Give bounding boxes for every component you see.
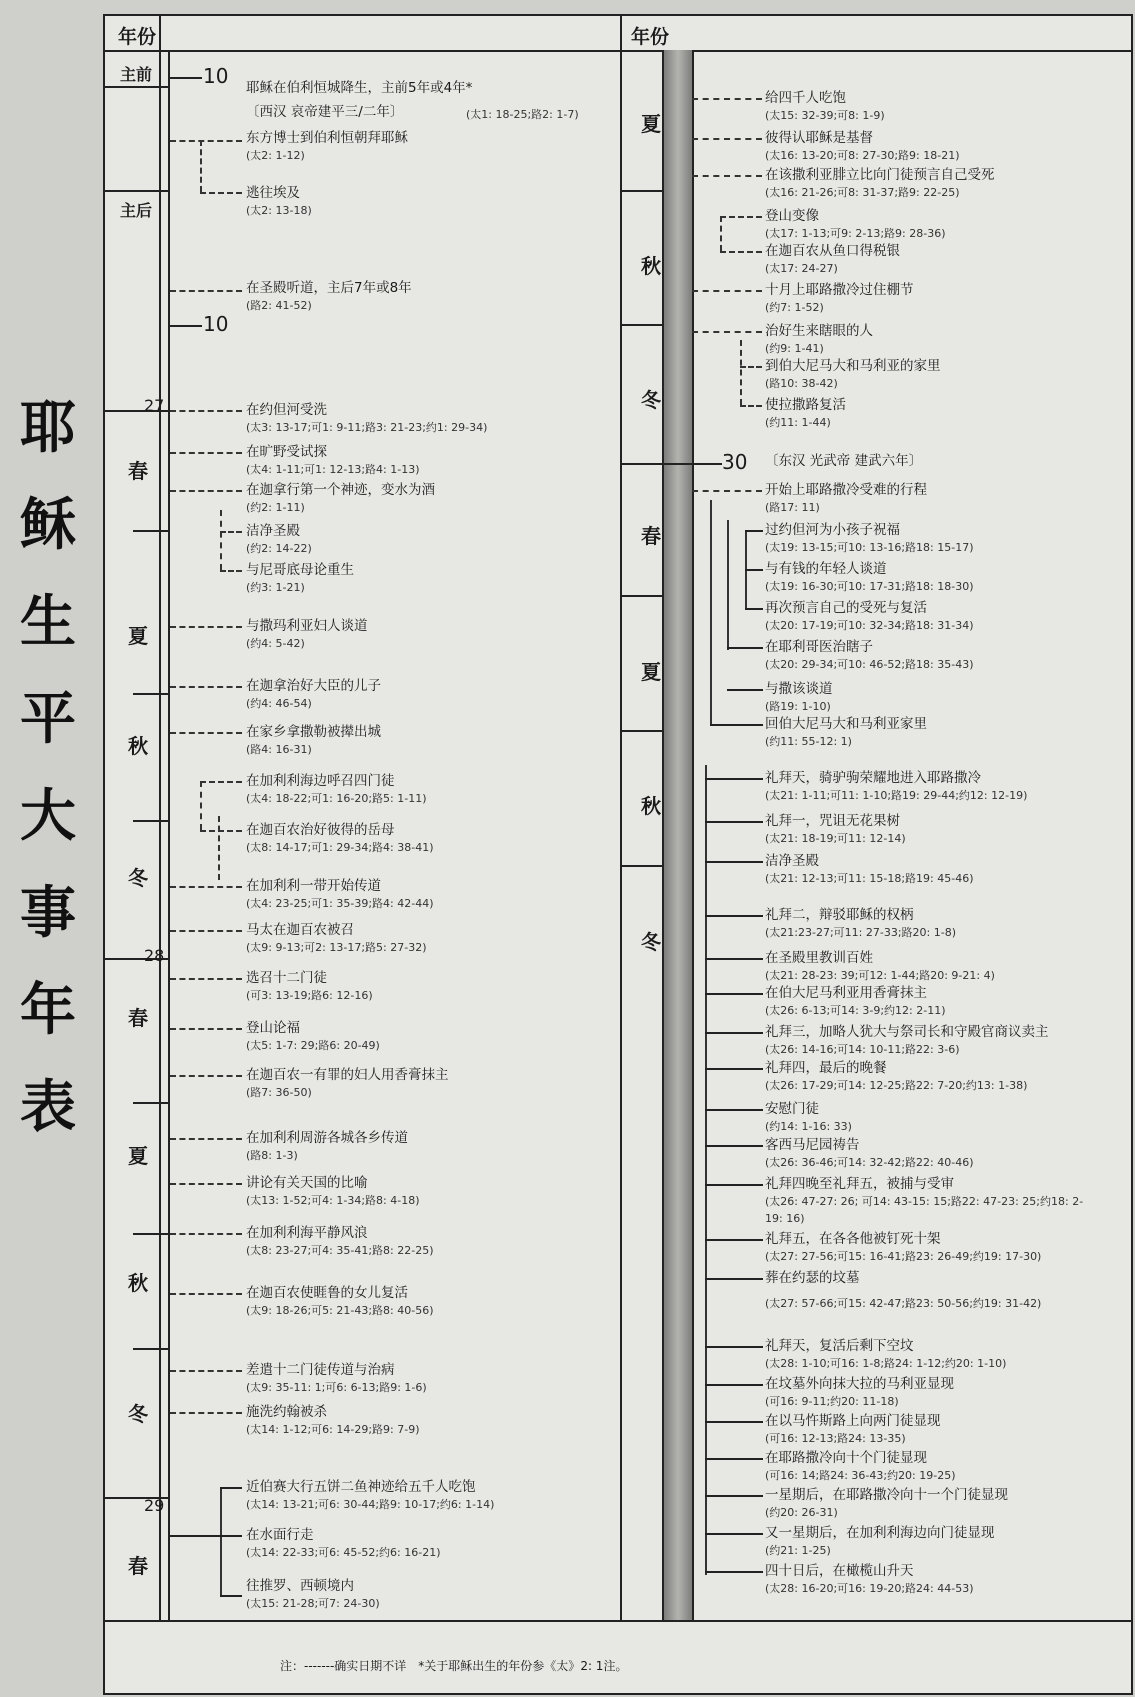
- date-connector: [692, 175, 762, 177]
- title-char: 平: [20, 686, 76, 752]
- season-label: 春: [641, 524, 661, 548]
- season-tick: [622, 324, 662, 326]
- left-event: 讲论有关天国的比喻 (太13: 1-52;可4: 1-34;路8: 4-18): [246, 1175, 420, 1207]
- right-event: 治好生来瞎眼的人 (约9: 1-41): [765, 323, 873, 355]
- date-connector: [705, 958, 763, 960]
- right-event: 在坟墓外向抹大拉的马利亚显现 (可16: 9-11;约20: 11-18): [765, 1376, 954, 1408]
- season-label: 春: [128, 459, 148, 483]
- date-connector: [220, 1487, 242, 1489]
- label-divider: [103, 86, 169, 88]
- title-char: 耶: [20, 395, 76, 461]
- title-char: 年: [20, 977, 76, 1043]
- date-connector: [705, 765, 707, 1575]
- date-connector: [705, 1458, 763, 1460]
- left-event: 逃往埃及 (太2: 13-18): [246, 185, 312, 217]
- left-event: 在加利利一带开始传道 (太4: 23-25;可1: 35-39;路4: 42-44): [246, 878, 434, 910]
- season-tick: [133, 1233, 169, 1235]
- date-connector: [705, 861, 763, 863]
- left-event: 与撒玛利亚妇人谈道 (约4: 5-42): [246, 618, 368, 650]
- season-label: 夏: [641, 112, 661, 136]
- left-event: 在圣殿听道，主后7年或8年 (路2: 41-52): [246, 280, 412, 312]
- right-event: 在伯大尼马利亚用香膏抹主 (太26: 6-13;可14: 3-9;约12: 2-11): [765, 985, 946, 1017]
- date-connector: [745, 569, 763, 571]
- left-event: 近伯赛大行五饼二鱼神迹给五千人吃饱 (太14: 13-21;可6: 30-44;路9: 10-17;约6: 1-14): [246, 1479, 495, 1511]
- season-label: 春: [128, 1554, 148, 1578]
- year-mark: 30: [722, 450, 748, 474]
- date-connector: [705, 1384, 763, 1386]
- date-connector: [705, 1239, 763, 1241]
- bc-label: 主前: [120, 65, 153, 84]
- date-connector: [170, 1412, 242, 1414]
- left-event: 在迦百农一有罪的妇人用香膏抹主 (路7: 36-50): [246, 1067, 449, 1099]
- date-connector: [740, 340, 742, 405]
- right-event: 礼拜二，辩驳耶稣的权柄 (太21:23-27;可11: 27-33;路20: 1-8): [765, 907, 956, 939]
- left-event: 在迦百农使睚鲁的女儿复活 (太9: 18-26;可5: 21-43;路8: 40-56): [246, 1285, 434, 1317]
- title-char: 大: [20, 783, 76, 849]
- title-char: 表: [20, 1074, 76, 1140]
- date-connector: [170, 1138, 242, 1140]
- left-event: 在水面行走 (太14: 22-33;可6: 45-52;约6: 16-21): [246, 1527, 441, 1559]
- season-label: 冬: [641, 388, 661, 412]
- right-event: 礼拜三，加略人犹大与祭司长和守殿官商议卖主 (太26: 14-16;可14: 10-11;路22: 3-6): [765, 1024, 1049, 1056]
- left-event: 在迦百农治好彼得的岳母 (太8: 14-17;可1: 29-34;路4: 38-41): [246, 822, 434, 854]
- date-connector: [692, 138, 762, 140]
- date-connector: [705, 915, 763, 917]
- date-connector: [200, 192, 242, 194]
- left-event: 在旷野受试探 (太4: 1-11;可1: 12-13;路4: 1-13): [246, 444, 420, 476]
- right-year-bar: [662, 50, 694, 1620]
- date-connector: [720, 251, 762, 253]
- right-event: 与撒该谈道 (路19: 1-10): [765, 681, 833, 713]
- left-event: 在家乡拿撒勒被撵出城 (路4: 16-31): [246, 724, 381, 756]
- right-event: 礼拜天，复活后剩下空坟 (太28: 1-10;可16: 1-8;路24: 1-12;约20: 1-10): [765, 1338, 1007, 1370]
- left-event: 在加利利周游各城各乡传道 (路8: 1-3): [246, 1130, 408, 1162]
- date-connector: [170, 1075, 242, 1077]
- date-connector: [705, 821, 763, 823]
- right-event: 礼拜一，咒诅无花果树 (太21: 18-19;可11: 12-14): [765, 813, 906, 845]
- left-event: 施洗约翰被杀 (太14: 1-12;可6: 14-29;路9: 7-9): [246, 1404, 420, 1436]
- year-tick: [622, 463, 722, 465]
- left-event: 在迦拿行第一个神迹，变水为酒 (约2: 1-11): [246, 482, 435, 514]
- date-connector: [170, 886, 242, 888]
- date-connector: [727, 689, 763, 691]
- date-connector: [705, 1533, 763, 1535]
- year-mark: 10: [203, 64, 229, 88]
- title-char: 事: [20, 880, 76, 946]
- season-label: 夏: [128, 1144, 148, 1168]
- season-tick: [133, 693, 169, 695]
- date-connector: [170, 732, 242, 734]
- season-label: 冬: [641, 930, 661, 954]
- date-connector: [727, 520, 729, 650]
- season-tick: [133, 1102, 169, 1104]
- left-event: 马太在迦百农被召 (太9: 9-13;可2: 13-17;路5: 27-32): [246, 922, 427, 954]
- date-connector: [170, 1028, 242, 1030]
- date-connector: [705, 1184, 763, 1186]
- date-connector: [220, 1487, 222, 1597]
- date-connector: [705, 1278, 763, 1280]
- date-connector: [220, 570, 242, 572]
- right-event: 再次预言自己的受死与复活 (太20: 17-19;可10: 32-34;路18: 31-34): [765, 600, 974, 632]
- right-event: 使拉撒路复活 (约11: 1-44): [765, 397, 846, 429]
- date-connector: [705, 1032, 763, 1034]
- right-event: 在圣殿里教训百姓 (太21: 28-23: 39;可12: 1-44;路20: 9-21: 4): [765, 950, 995, 982]
- date-connector: [740, 366, 762, 368]
- right-event: 在以马忤斯路上向两门徒显现 (可16: 12-13;路24: 13-35): [765, 1413, 941, 1445]
- date-connector: [170, 930, 242, 932]
- season-tick: [622, 595, 662, 597]
- title-char: 生: [20, 589, 76, 655]
- season-label: 秋: [641, 794, 661, 818]
- left-event: 耶稣在伯利恒城降生，主前5年或4年*: [246, 80, 473, 96]
- date-connector: [170, 290, 242, 292]
- left-event: 东方博士到伯利恒朝拜耶稣 (太2: 1-12): [246, 130, 408, 162]
- right-event: 礼拜五，在各各他被钉死十架 (太27: 27-56;可15: 16-41;路23: 26-49;约19: 17-30): [765, 1231, 1042, 1263]
- date-connector: [720, 216, 722, 251]
- right-event: 又一星期后，在加利利海边向门徒显现 (约21: 1-25): [765, 1525, 995, 1557]
- right-event: 与有钱的年轻人谈道 (太19: 16-30;可10: 17-31;路18: 18-30): [765, 561, 974, 593]
- label-divider: [103, 190, 169, 192]
- season-tick: [622, 190, 662, 192]
- right-event: 过约但河为小孩子祝福 (太19: 13-15;可10: 13-16;路18: 15-17): [765, 522, 974, 554]
- season-tick: [133, 820, 169, 822]
- right-event: 礼拜四，最后的晚餐 (太26: 17-29;可14: 12-25;路22: 7-20;约13: 1-38): [765, 1060, 1028, 1092]
- date-connector: [705, 1495, 763, 1497]
- date-connector: [200, 830, 242, 832]
- date-connector: [720, 216, 762, 218]
- date-connector: [170, 452, 242, 454]
- right-event: 葬在约瑟的坟墓 (太27: 57-66;可15: 42-47;路23: 50-56;约19: 31-42): [765, 1270, 1042, 1310]
- header-divider: [103, 50, 1133, 52]
- center-divider: [620, 14, 622, 1620]
- left-year-column: [103, 14, 161, 1620]
- date-connector: [170, 1183, 242, 1185]
- date-connector: [745, 530, 763, 532]
- date-connector: [705, 778, 763, 780]
- right-event: 给四千人吃饱 (太15: 32-39;可8: 1-9): [765, 90, 885, 122]
- right-event: 彼得认耶稣是基督 (太16: 13-20;可8: 27-30;路9: 18-21): [765, 130, 960, 162]
- date-connector: [705, 1109, 763, 1111]
- right-event: 洁净圣殿 (太21: 12-13;可11: 15-18;路19: 45-46): [765, 853, 974, 885]
- right-event: 客西马尼园祷告 (太26: 36-46;可14: 32-42;路22: 40-46): [765, 1137, 974, 1169]
- left-event: 登山论福 (太5: 1-7: 29;路6: 20-49): [246, 1020, 380, 1052]
- right-event: 礼拜四晚至礼拜五，被捕与受审 (太26: 47-27: 26; 可14: 43-15: 15;路22: 47-23: 25;约18: 2-19: 16): [765, 1176, 1084, 1225]
- year-tick: [168, 77, 202, 79]
- right-event: 登山变像 (太17: 1-13;可9: 2-13;路9: 28-36): [765, 208, 946, 240]
- right-event: 到伯大尼马大和马利亚的家里 (路10: 38-42): [765, 358, 941, 390]
- right-event: 回伯大尼马大和马利亚家里 (约11: 55-12: 1): [765, 716, 927, 748]
- left-year-bar: [159, 50, 170, 1620]
- right-event: 〔东汉 光武帝 建武六年〕: [765, 453, 923, 469]
- left-event: 〔西汉 哀帝建平三/二年〕 (太1: 18-25;路2: 1-7): [246, 104, 579, 121]
- date-connector: [170, 1233, 242, 1235]
- date-connector: [170, 626, 242, 628]
- date-connector: [200, 781, 202, 830]
- date-connector: [740, 405, 762, 407]
- year-mark: 29: [144, 1496, 165, 1515]
- season-label: 秋: [128, 734, 148, 758]
- season-tick: [622, 865, 662, 867]
- date-connector: [692, 490, 762, 492]
- date-connector: [710, 724, 763, 726]
- left-event: 在加利利海平静风浪 (太8: 23-27;可4: 35-41;路8: 22-25): [246, 1225, 434, 1257]
- left-event: 在迦拿治好大臣的儿子 (约4: 46-54): [246, 678, 381, 710]
- date-connector: [705, 1571, 763, 1573]
- season-tick: [133, 530, 169, 532]
- date-connector: [170, 140, 242, 142]
- date-connector: [170, 686, 242, 688]
- season-label: 夏: [128, 624, 148, 648]
- right-event: 在该撒利亚腓立比向门徒预言自己受死 (太16: 21-26;可8: 31-37;路9: 22-25): [765, 167, 995, 199]
- vertical-title: [18, 380, 78, 1156]
- year-mark: 28: [144, 946, 165, 965]
- date-connector: [170, 978, 242, 980]
- date-connector: [692, 290, 762, 292]
- left-event: 往推罗、西顿境内 (太15: 21-28;可7: 24-30): [246, 1578, 380, 1610]
- season-label: 冬: [128, 1402, 148, 1426]
- date-connector: [170, 410, 242, 412]
- date-connector: [705, 1346, 763, 1348]
- date-connector: [705, 993, 763, 995]
- season-tick: [133, 1348, 169, 1350]
- date-connector: [220, 510, 222, 570]
- date-connector: [710, 500, 712, 725]
- date-connector: [170, 1293, 242, 1295]
- year-mark: 10: [203, 312, 229, 336]
- right-event: 在耶路撒冷向十个门徒显现 (可16: 14;路24: 36-43;约20: 19-25): [765, 1450, 956, 1482]
- right-year-header: 年份: [631, 26, 670, 48]
- left-event: 差遣十二门徒传道与治病 (太9: 35-11: 1;可6: 6-13;路9: 1-6): [246, 1362, 427, 1394]
- season-label: 冬: [128, 866, 148, 890]
- right-event: 一星期后，在耶路撒冷向十一个门徒显现 (约20: 26-31): [765, 1487, 1008, 1519]
- left-event: 与尼哥底母论重生 (约3: 1-21): [246, 562, 354, 594]
- date-connector: [170, 490, 242, 492]
- right-event: 礼拜天，骑驴驹荣耀地进入耶路撒冷 (太21: 1-11;可11: 1-10;路19: 29-44;约12: 12-19): [765, 770, 1028, 802]
- right-event: 四十日后，在橄榄山升天 (太28: 16-20;可16: 19-20;路24: 44-53): [765, 1563, 974, 1595]
- right-event: 在耶利哥医治瞎子 (太20: 29-34;可10: 46-52;路18: 35-43): [765, 639, 974, 671]
- footer-divider: [103, 1620, 1133, 1622]
- date-connector: [200, 140, 202, 192]
- title-char: 稣: [20, 492, 76, 558]
- left-event: 在加利利海边呼召四门徒 (太4: 18-22;可1: 16-20;路5: 1-11): [246, 773, 427, 805]
- date-connector: [692, 98, 762, 100]
- season-tick: [622, 730, 662, 732]
- date-connector: [170, 1535, 242, 1537]
- right-event: 十月上耶路撒冷过住棚节 (约7: 1-52): [765, 282, 914, 314]
- right-event: 在迦百农从鱼口得税银 (太17: 24-27): [765, 243, 900, 275]
- left-event: 洁净圣殿 (约2: 14-22): [246, 523, 312, 555]
- right-event: 安慰门徒 (约14: 1-16: 33): [765, 1101, 852, 1133]
- date-connector: [200, 781, 242, 783]
- season-label: 秋: [641, 254, 661, 278]
- date-connector: [727, 647, 763, 649]
- left-event: 在约但河受洗 (太3: 13-17;可1: 9-11;路3: 21-23;约1: 29-34): [246, 402, 488, 434]
- right-event: 开始上耶路撒冷受难的行程 (路17: 11): [765, 482, 927, 514]
- date-connector: [705, 1068, 763, 1070]
- date-connector: [705, 1145, 763, 1147]
- footnote: 注：-------确实日期不详 *关于耶稣出生的年份参《太》2: 1注。: [280, 1659, 628, 1673]
- year-tick: [168, 325, 202, 327]
- year-mark: 27: [144, 396, 165, 415]
- left-year-header: 年份: [118, 26, 157, 48]
- ad-label: 主后: [120, 201, 153, 220]
- date-connector: [220, 1595, 242, 1597]
- date-connector: [218, 816, 220, 880]
- date-connector: [705, 1421, 763, 1423]
- date-connector: [170, 1370, 242, 1372]
- date-connector: [745, 608, 763, 610]
- date-connector: [692, 331, 762, 333]
- season-label: 夏: [641, 660, 661, 684]
- date-connector: [220, 531, 242, 533]
- season-label: 春: [128, 1006, 148, 1030]
- left-event: 选召十二门徒 (可3: 13-19;路6: 12-16): [246, 970, 373, 1002]
- season-label: 秋: [128, 1271, 148, 1295]
